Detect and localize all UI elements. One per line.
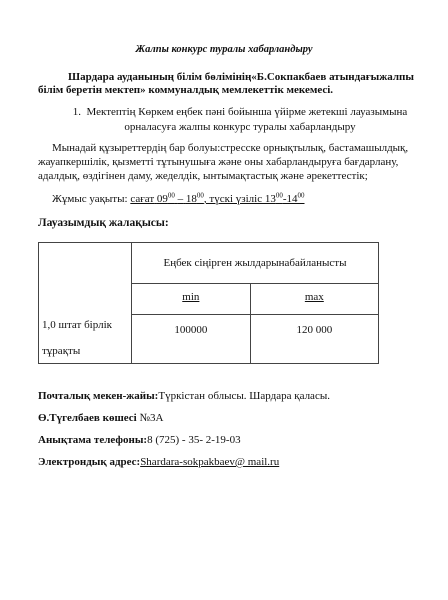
phone-info [38, 434, 241, 446]
work-hours-value: сағат $09^{00} - 18^{00}$, түскі үзіліс $13^{00}-14^{00}$ [130, 191, 305, 205]
position-line-2: орналасуға жалпы конкурс туралы хабарландыру [124, 121, 356, 133]
table-min-value: 100000 [132, 315, 251, 364]
email-info [38, 456, 279, 468]
table-row-label: 1,0 штат бірлік тұрақты [42, 319, 112, 357]
salary-heading: Лауазымдық жалақысы: [38, 217, 169, 229]
work-hours-label: Жұмыс уақыты: [52, 193, 128, 205]
requirements-line-1: Мынадай құзыреттердің бар болуы:стресске орнықтылық, бастамашылдық, [52, 142, 409, 154]
phone-label: Анықтама телефоны: [38, 434, 148, 446]
requirements-line-2: жауапкершілік, қызметті тұтынушыға және оны хабарландыруға бағдарлану, [38, 156, 399, 168]
organization-name-line-2: білім беретін мектеп» коммуналдық мемлекеттік мекемесі. [38, 84, 334, 96]
street-number: №3А [139, 412, 164, 424]
requirements-line-3: адалдық, өздігінен даму, жеделдік, ынтымақтастық және әрекеттестік; [38, 170, 368, 182]
phone-number: 8 (725) - 35- 2-19-03 [147, 434, 241, 446]
table-max-header: max [250, 284, 378, 315]
position-line-1: Мектептің Көркем еңбек пәні бойынша үйірме жетекші лауазымына [86, 106, 408, 118]
table-header: Еңбек сіңірген жылдарынабайланысты [132, 243, 379, 284]
email-label: Электрондық адрес: [38, 456, 141, 468]
street-name: Ө.Түгелбаев көшесі [38, 412, 137, 424]
position-announcement [60, 105, 420, 135]
item-number: 1. [72, 106, 81, 118]
postal-address-value: Түркістан облысы. Шардара қаласы. [158, 390, 330, 402]
street-address [38, 412, 163, 424]
table-max-value: 120 000 [250, 315, 378, 364]
postal-address [38, 390, 330, 402]
table-min-header: min [132, 284, 251, 315]
document-title: Жалпы конкурс туралы хабарландыру [135, 44, 313, 55]
work-hours [38, 192, 444, 207]
organization-name-line-1: Шардара ауданының білім бөлімінің«Б.Сокпакбаев атындағыжалпы [68, 71, 414, 83]
email-address[interactable]: Shardara-sokpakbaev@ mail.ru [140, 456, 280, 468]
postal-address-label: Почталық мекен-жайы: [38, 390, 159, 402]
